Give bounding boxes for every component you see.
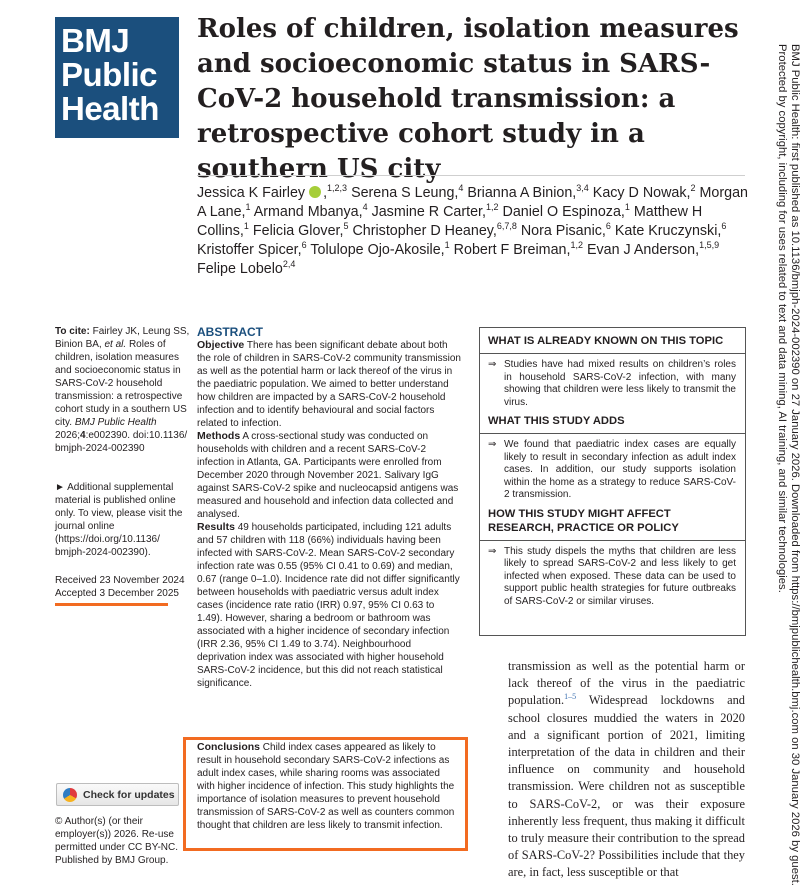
author-name[interactable]: Tolulope Ojo-Akosile,: [310, 242, 445, 258]
author-affiliation: 3,4: [576, 183, 589, 194]
accepted-date: Accepted 3 December 2025: [55, 588, 179, 599]
supplemental-note[interactable]: ► Additional supplemental material is published online only. To view, please visit the journal online (https://doi.org/10.1136/ bmjph-2024-002390).: [55, 482, 183, 558]
orcid-icon[interactable]: [309, 186, 321, 198]
cite-year: 2026;: [55, 430, 81, 441]
author-affiliation: 6: [605, 221, 611, 232]
cite-label: To cite:: [55, 326, 90, 337]
author-affiliation: 6,7,8: [496, 221, 517, 232]
author-affiliation: 6: [301, 240, 307, 251]
cite-etal: et al.: [104, 339, 127, 350]
author-list: Jessica K Fairley ,$^{1,2,3}$ Serena S Leung,$^4$ Brianna A Binion,$^{3,4}$ Kacy D Nowak,$^2$ Morgan A Lane,$^1$ Armand Mbanya,$^4$ Jasmine R Carter,$^{1,2}$ Daniel O Espinoza,$^1$ Matthew H Collins,$^1$ Felicia Glover,$^5$ Christopher D Heaney,$^{6,7,8}$ Nora Pisanic,$^6$ Kate Kruczynski,$^6$ Kristoffer Spicer,$^6$ Tolulope Ojo-Akosile,$^1$ Robert F Breiman,$^{1,2}$ Evan J Anderson,$^{1,5,9}$ Felipe Lobelo$^{2,4}$: [197, 183, 748, 277]
divider: [480, 353, 745, 354]
copyright-text: © Author(s) (or their employer(s)) 2026. Re-use permitted under CC BY-NC. Published by BMJ Group.: [55, 816, 179, 866]
affect-item: [488, 546, 736, 609]
author-name[interactable]: Morgan A Lane,: [197, 185, 748, 220]
logo-line: Health: [61, 90, 159, 127]
crossmark-icon: [63, 788, 77, 802]
author-name[interactable]: Jasmine R Carter,: [371, 204, 486, 220]
objective-label: Objective: [197, 339, 245, 351]
results-label: Results: [197, 521, 235, 533]
arrow-icon: ⇒: [488, 545, 497, 557]
author-name[interactable]: Jessica K Fairley: [197, 185, 306, 201]
author-affiliation: 6: [721, 221, 727, 232]
author-affiliation: 1,2: [486, 202, 499, 213]
author-name[interactable]: Christopher D Heaney,: [352, 223, 497, 239]
known-text: Studies have had mixed results on children’s roles in household SARS-CoV-2 infection, with many showing that children were less likely to transmit the virus.: [504, 359, 736, 408]
cite-volume: 4: [80, 430, 86, 441]
logo-line: BMJ: [61, 22, 130, 59]
cite-journal: BMJ Public Health: [74, 417, 157, 428]
introduction-text: [508, 658, 745, 882]
conclusions-label: Conclusions: [197, 741, 261, 753]
author-name[interactable]: Kristoffer Spicer,: [197, 242, 302, 258]
author-name[interactable]: Kacy D Nowak,: [592, 185, 691, 201]
author-name[interactable]: Kate Kruczynski,: [614, 223, 722, 239]
author-name[interactable]: Felipe Lobelo: [197, 261, 283, 277]
author-affiliation: 4: [362, 202, 368, 213]
received-date: Received 23 November 2024: [55, 575, 185, 586]
author-name[interactable]: Robert F Breiman,: [453, 242, 571, 258]
arrow-icon: ⇒: [488, 439, 497, 450]
abstract-objective: [197, 339, 462, 430]
methods-text: A cross-sectional study was conducted on households with children and a recent SARS-CoV-2 infection in Atlanta, GA. Participants were enrolled from December 2020 through November 2021. Salivary IgG against SARS-CoV-2 spike and nucleocapsid antigens was measured and household and infection data collected and analysed.: [197, 431, 459, 520]
divider: [480, 540, 745, 541]
results-text: 49 households participated, including 121 adults and 57 children with 118 (66%) individuals having been infected with SARS-CoV-2. Mean SARS-CoV-2 secondary infection rate was 0.55 (95% CI 0.41 to 0.69) and median, 0.67 (range 0–1.0). Incidence rate did not differ significantly between households with paediatric versus adult index cases (incidence rate ratio (IRR) 0.97, 95% CI 0.63 to 1.49). However, sharing a bedroom or bathroom was associated with a higher incidence of secondary infection (IRR 2.36, 95% CI 1.49 to 3.74). Neighbourhood deprivation index was associated with higher household SARS-CoV-2 incidence, but this did not reach statistical significance.: [197, 522, 460, 689]
author-name[interactable]: Evan J Anderson,: [586, 242, 700, 258]
author-affiliation: 1: [243, 221, 249, 232]
known-heading: WHAT IS ALREADY KNOWN ON THIS TOPIC: [488, 335, 724, 347]
author-affiliation: 4: [458, 183, 464, 194]
known-item: [488, 359, 736, 409]
adds-item: [488, 439, 736, 502]
author-affiliation: 1,5,9: [699, 240, 720, 251]
author-affiliation: 1,2,3: [327, 183, 348, 194]
body-text-2: Widespread lockdowns and school closures muddied the waters in 2020 and a significant portion of 2021, limiting interpretation of the data in children and their influence on community and household transmission. Were children not as susceptible to SARS-CoV-2, or was their exposure inherently less frequent, thus making it difficult to truly measure their contribution to the spread of SARS-CoV-2? Possibilities include that they are, in fact, less susceptible or that: [508, 693, 745, 880]
journal-logo: [55, 17, 179, 138]
author-name[interactable]: Felicia Glover,: [252, 223, 344, 239]
adds-heading: WHAT THIS STUDY ADDS: [488, 415, 625, 427]
methods-label: Methods: [197, 430, 241, 442]
affect-heading: HOW THIS STUDY MIGHT AFFECT RESEARCH, PRACTICE OR POLICY: [488, 507, 679, 534]
author-name[interactable]: Nora Pisanic,: [520, 223, 606, 239]
body-text-1: transmission as well as the potential harm or lack thereof of the virus in the paediatric population.: [508, 659, 745, 708]
article-title: Roles of children, isolation measures and socioeconomic status in SARS-CoV-2 household transmission: a retrospective cohort study in a southern US city: [197, 14, 739, 184]
check-updates-label: Check for updates: [83, 788, 175, 801]
adds-text: We found that paediatric index cases are equally likely to result in secondary infection as adult index cases. In addition, our study supports isolation within the home as a strategy to reduce SARS-CoV-2 transmission.: [504, 439, 736, 500]
copyright-notice-line: Protected by copyright, including for uses related to text and data mining, AI training, and similar technologies.: [776, 44, 788, 593]
logo-line: Public: [61, 56, 158, 93]
article-dates: [55, 574, 190, 600]
author-affiliation: 5: [343, 221, 349, 232]
author-affiliation: 1,2: [570, 240, 583, 251]
author-affiliation: 1: [444, 240, 450, 251]
accepted-highlight: [55, 603, 168, 606]
author-name[interactable]: Armand Mbanya,: [253, 204, 363, 220]
download-notice: [776, 44, 801, 886]
author-name[interactable]: Daniel O Espinoza,: [502, 204, 625, 220]
author-affiliation: 1: [245, 202, 251, 213]
affect-text: This study dispels the myths that children are less likely to spread SARS-CoV-2 and less likely to get infected when exposed. These data can be used to support public health strategies for future outbreaks of SARS-CoV-2 or similar viruses.: [504, 545, 736, 607]
download-notice-line: BMJ Public Health: first published as 10.1136/bmjph-2024-002390 on 27 January 2026. Downloaded from https://bmjpublichealth.bmj.com on 30 January 2026 by guest.: [789, 44, 801, 886]
cite-authors: Fairley JK, Leung SS, Binion BA,: [55, 326, 190, 350]
author-name[interactable]: Brianna A Binion,: [467, 185, 577, 201]
conclusions-text: Child index cases appeared as likely to result in household secondary SARS-CoV-2 infections as adult index cases, while sharing rooms was associated with higher incidence of infection. This study highlights the importance of isolation measures to prevent household transmission of SARS-CoV-2 as well as counters common thought that children are less likely to transmit infection.: [197, 742, 455, 831]
abstract-heading: ABSTRACT: [197, 325, 263, 339]
author-name[interactable]: Matthew H Collins,: [197, 204, 703, 239]
check-updates-button[interactable]: [56, 783, 179, 806]
abstract-methods: [197, 430, 462, 521]
conclusions-highlight-box: [183, 737, 468, 851]
objective-text: There has been significant debate about both the role of children in SARS-CoV-2 community transmission as well as the potential harm or lack thereof of the virus in the paediatric population. We aimed to better understand how children are impacted by a SARS-CoV-2 household infection and to identify behavioural and social factors related to infection.: [197, 340, 461, 429]
key-messages-box: [479, 327, 746, 636]
reference-link[interactable]: 1–5: [564, 692, 577, 702]
author-name[interactable]: Serena S Leung,: [351, 185, 459, 201]
abstract-body: [197, 339, 462, 690]
arrow-icon: ⇒: [488, 359, 497, 370]
citation-block: [55, 325, 190, 455]
author-affiliation: 2: [690, 183, 696, 194]
author-affiliation: 1: [624, 202, 630, 213]
cite-doi: :e002390. doi:10.1136/ bmjph-2024-002390: [55, 430, 188, 454]
divider: [197, 175, 745, 176]
abstract-results: [197, 521, 462, 690]
author-affiliation: 2,4: [282, 259, 296, 270]
divider: [480, 433, 745, 434]
cite-title: Roles of children, isolation measures and socioeconomic status in SARS-CoV-2 household transmission: a retrospective cohort study in a southern US city.: [55, 339, 187, 428]
